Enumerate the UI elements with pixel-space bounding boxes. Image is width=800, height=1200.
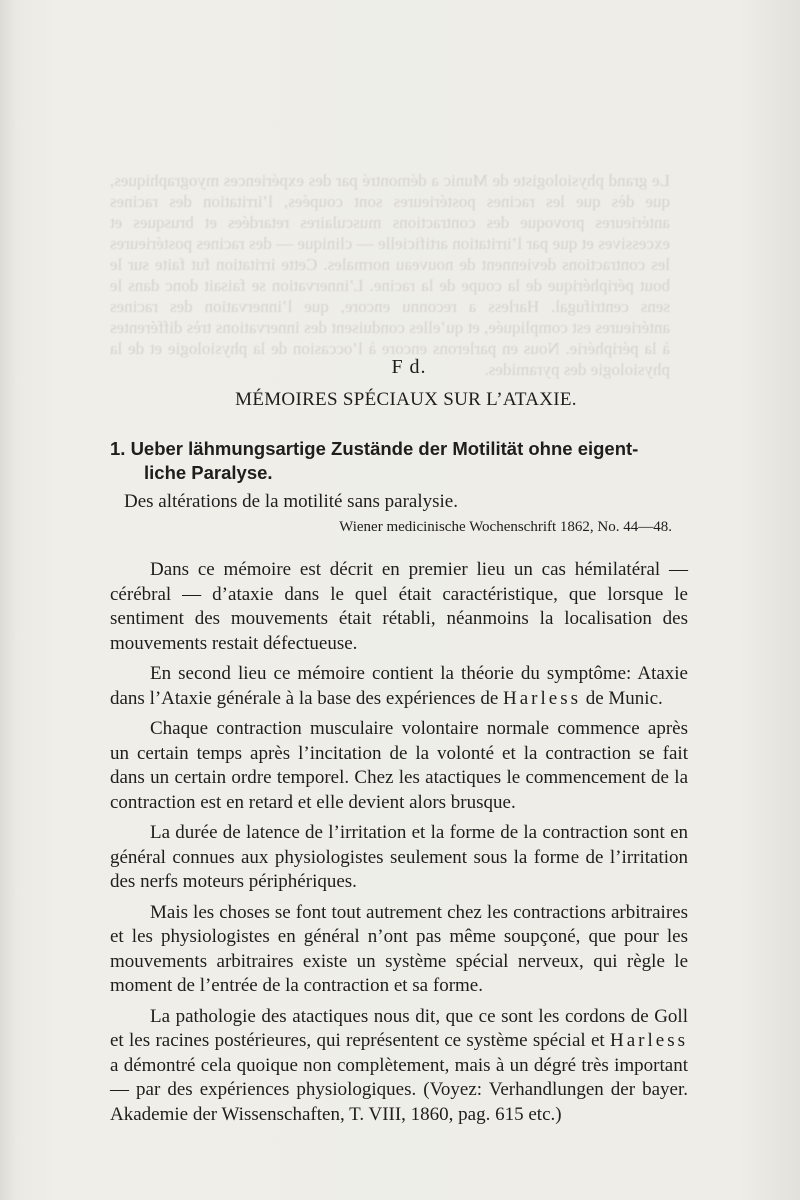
- paragraph-2-end: de Munic.: [585, 687, 663, 709]
- paragraph-6: [110, 1005, 688, 1128]
- paragraph-1: Dans ce mémoire est décrit en premier lieu un cas hémilatéral — cérébral — d’ataxie dans le quel était caractéristique, que lorsque le sentiment des mouvements était rétabli, néanmoins la localisation des mouvements restait défectueuse.: [110, 559, 688, 654]
- paragraph-2: [110, 662, 688, 711]
- main-content: [110, 356, 688, 1133]
- section-title: MÉMOIRES SPÉCIAUX SUR L’ATAXIE.: [235, 389, 577, 410]
- bleed-through-text: Le grand physiologiste de Munic a démontré par des expériences myographiques, que dès que les racines postérieures sont coupées, l’irritation des racines antérieures provoque des contractions musculaires retardées et brusques et excessives et que par l’irritation artificielle — clinique — des racines postérieures les contractions deviennent de nouveau normales. Cette irritation fut faite sur le bout périphérique de la coupe de la racine. L’innervation se faisait donc dans le sens centrifugal. Harless a reconnu encore, que l’innervation des racines antérieures est compliquée, et qu’elles conduisent des innervations très différentes à la périphérie. Nous en parlerons encore à l’occasion de la physiologie et de la physiologie des pyramides.: [110, 171, 670, 379]
- section-id: F d.: [391, 356, 427, 378]
- paragraph-2-text: En second lieu ce mémoire contient la théorie du symptôme: Ataxie dans l’Ataxie générale à la base des expériences de: [110, 663, 688, 709]
- paper-title-line2: liche Paralyse.: [144, 462, 273, 483]
- paper-title: [110, 437, 688, 485]
- author-name: Harless: [503, 687, 581, 709]
- paragraph-3: Chaque contraction musculaire volontaire normale commence après un certain temps après l’incitation de la volonté et la contraction se fait dans un certain ordre temporel. Chez les atactiques le commencement de la contraction est en retard et elle devient alors brusque.: [110, 718, 688, 813]
- paragraph-6-end: a démontré cela quoique non complètement, mais à un dégré très important — par des expériences physiologiques. (Voyez: Verhandlungen der bayer. Akademie der Wissenschaften, T. VIII, 1860, pag. 615 etc.): [110, 1054, 688, 1125]
- paragraph-4: La durée de latence de l’irritation et la forme de la contraction sont en général connues aux physiologistes seulement sous la forme de l’irritation des nerfs moteurs périphériques.: [110, 822, 688, 892]
- paragraph-6-text: La pathologie des atactiques nous dit, que ce sont les cordons de Goll et les racines postérieures, qui représentent ce système spécial et: [110, 1005, 688, 1051]
- paper-subtitle: Des altérations de la motilité sans paralysie.: [124, 491, 458, 512]
- author-name: Harless: [610, 1030, 689, 1051]
- paper-title-line1: 1. Ueber lähmungsartige Zustände der Motilität ohne eigent-: [110, 438, 639, 459]
- paragraph-5: Mais les choses se font tout autrement chez les contractions arbitraires et les physiologistes en général n’ont pas même soupçoné, que pour les mouvements arbitraires existe un système spécial nerveux, qui règle le moment de l’entrée de la contraction et sa forme.: [110, 901, 688, 996]
- source-citation: Wiener medicinische Wochenschrift 1862, No. 44—48.: [339, 519, 672, 535]
